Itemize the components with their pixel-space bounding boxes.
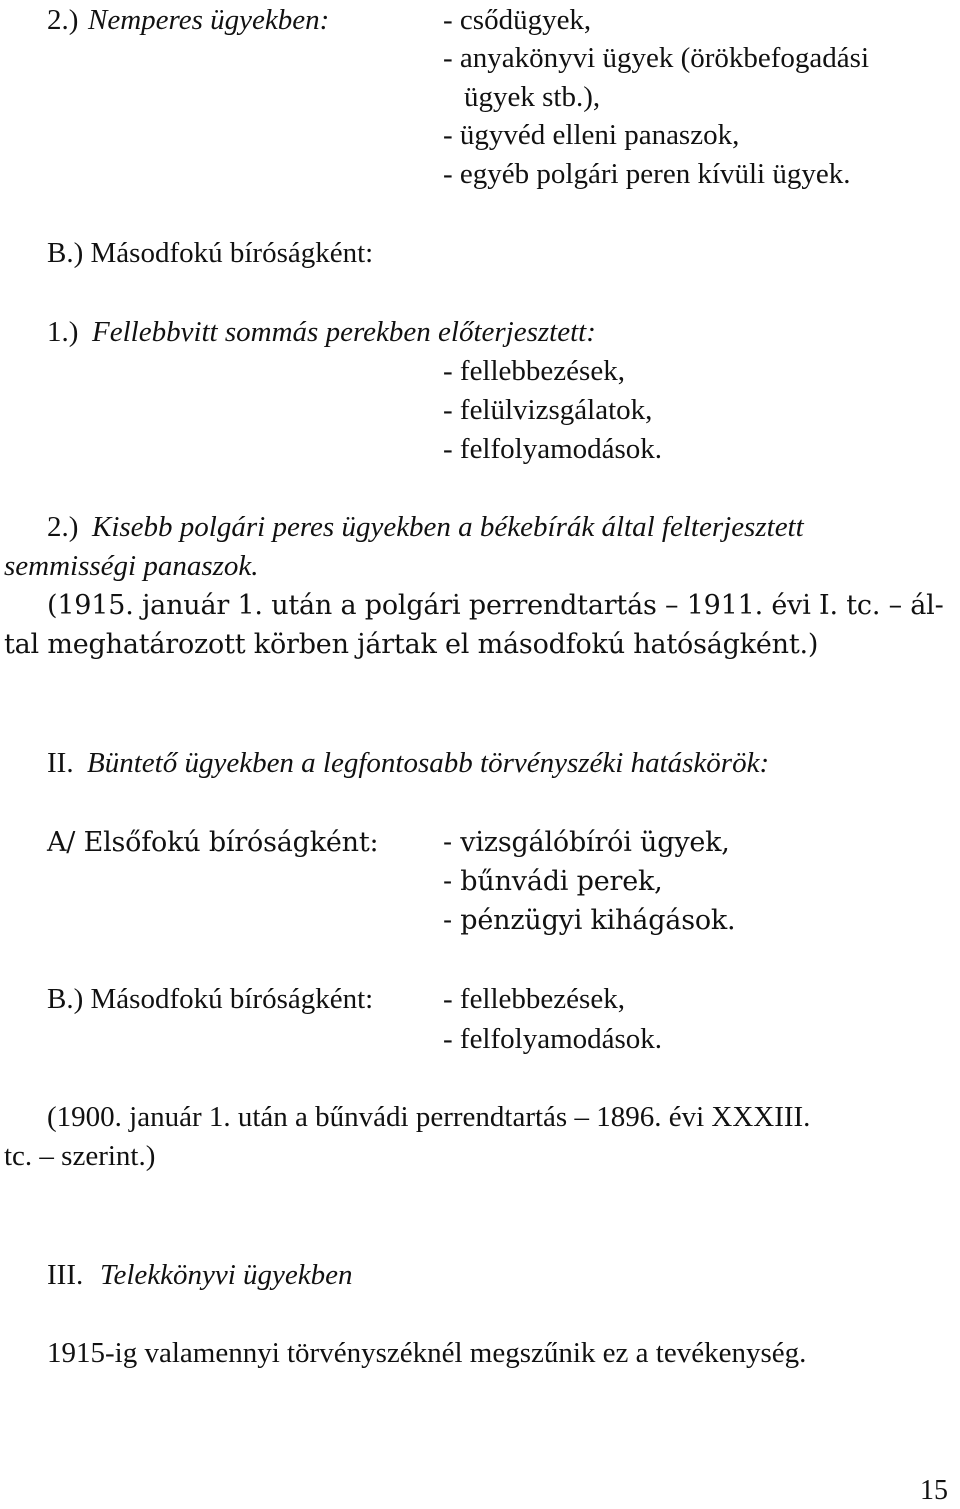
criminal-second-label: B.) Másodfokú bíróságként: [47, 983, 374, 1015]
page-number: 15 [920, 1475, 948, 1506]
civil-point1-number: 1.) [47, 316, 79, 348]
civil-point1-item: - fellebbezések, [443, 355, 625, 387]
criminal-second-item: - fellebbezések, [443, 983, 625, 1015]
civil-point1-item: - felülvizsgálatok, [443, 394, 653, 426]
civil-note: (1915. január 1. után a polgári perrendtartás – 1911. évi I. tc. – ál- [47, 590, 944, 621]
land-heading-text: Telekkönyvi ügyekben [100, 1259, 353, 1291]
criminal-note: (1900. január 1. után a bűnvádi perrendtartás – 1896. évi XXXIII. [47, 1101, 811, 1133]
land-text: 1915-ig valamennyi törvényszéknél megszűnik ez a tevékenység. [47, 1337, 807, 1369]
civil-point1-item: - felfolyamodások. [443, 433, 663, 465]
nemperes-number: 2.) [47, 4, 79, 36]
criminal-heading-number: II. [47, 747, 74, 779]
nemperes-item: - egyéb polgári peren kívüli ügyek. [443, 158, 851, 190]
criminal-note-cont: tc. – szerint.) [4, 1140, 156, 1172]
criminal-first-item: - bűnvádi perek, [443, 866, 663, 897]
criminal-first-label: A/ Elsőfokú bíróságként: [47, 827, 379, 858]
nemperes-item: - ügyvéd elleni panaszok, [443, 119, 740, 151]
civil-point1-text: Fellebbvitt sommás perekben előterjesztett: [92, 316, 596, 348]
criminal-second-item: - felfolyamodások. [443, 1023, 663, 1055]
nemperes-item-continuation: ügyek stb.), [464, 81, 601, 113]
land-heading-number: III. [47, 1259, 84, 1291]
nemperes-item: - csődügyek, [443, 4, 592, 36]
nemperes-item: - anyakönyvi ügyek (örökbefogadási [443, 42, 870, 74]
criminal-heading-text: Büntető ügyekben a legfontosabb törvényszéki hatáskörök: [87, 747, 770, 779]
civil-point2-text: Kisebb polgári peres ügyekben a békebírák által felterjesztett [92, 511, 804, 543]
civil-note-cont: tal meghatározott körben jártak el másodfokú hatóságként.) [4, 629, 819, 660]
nemperes-label: Nemperes ügyekben: [88, 4, 330, 36]
criminal-first-item: - vizsgálóbírói ügyek, [443, 827, 730, 858]
civil-second-heading: B.) Másodfokú bíróságként: [47, 237, 374, 269]
criminal-first-item: - pénzügyi kihágások. [443, 905, 736, 936]
civil-point2-number: 2.) [47, 511, 79, 543]
civil-point2-text-cont: semmisségi panaszok. [4, 550, 259, 582]
